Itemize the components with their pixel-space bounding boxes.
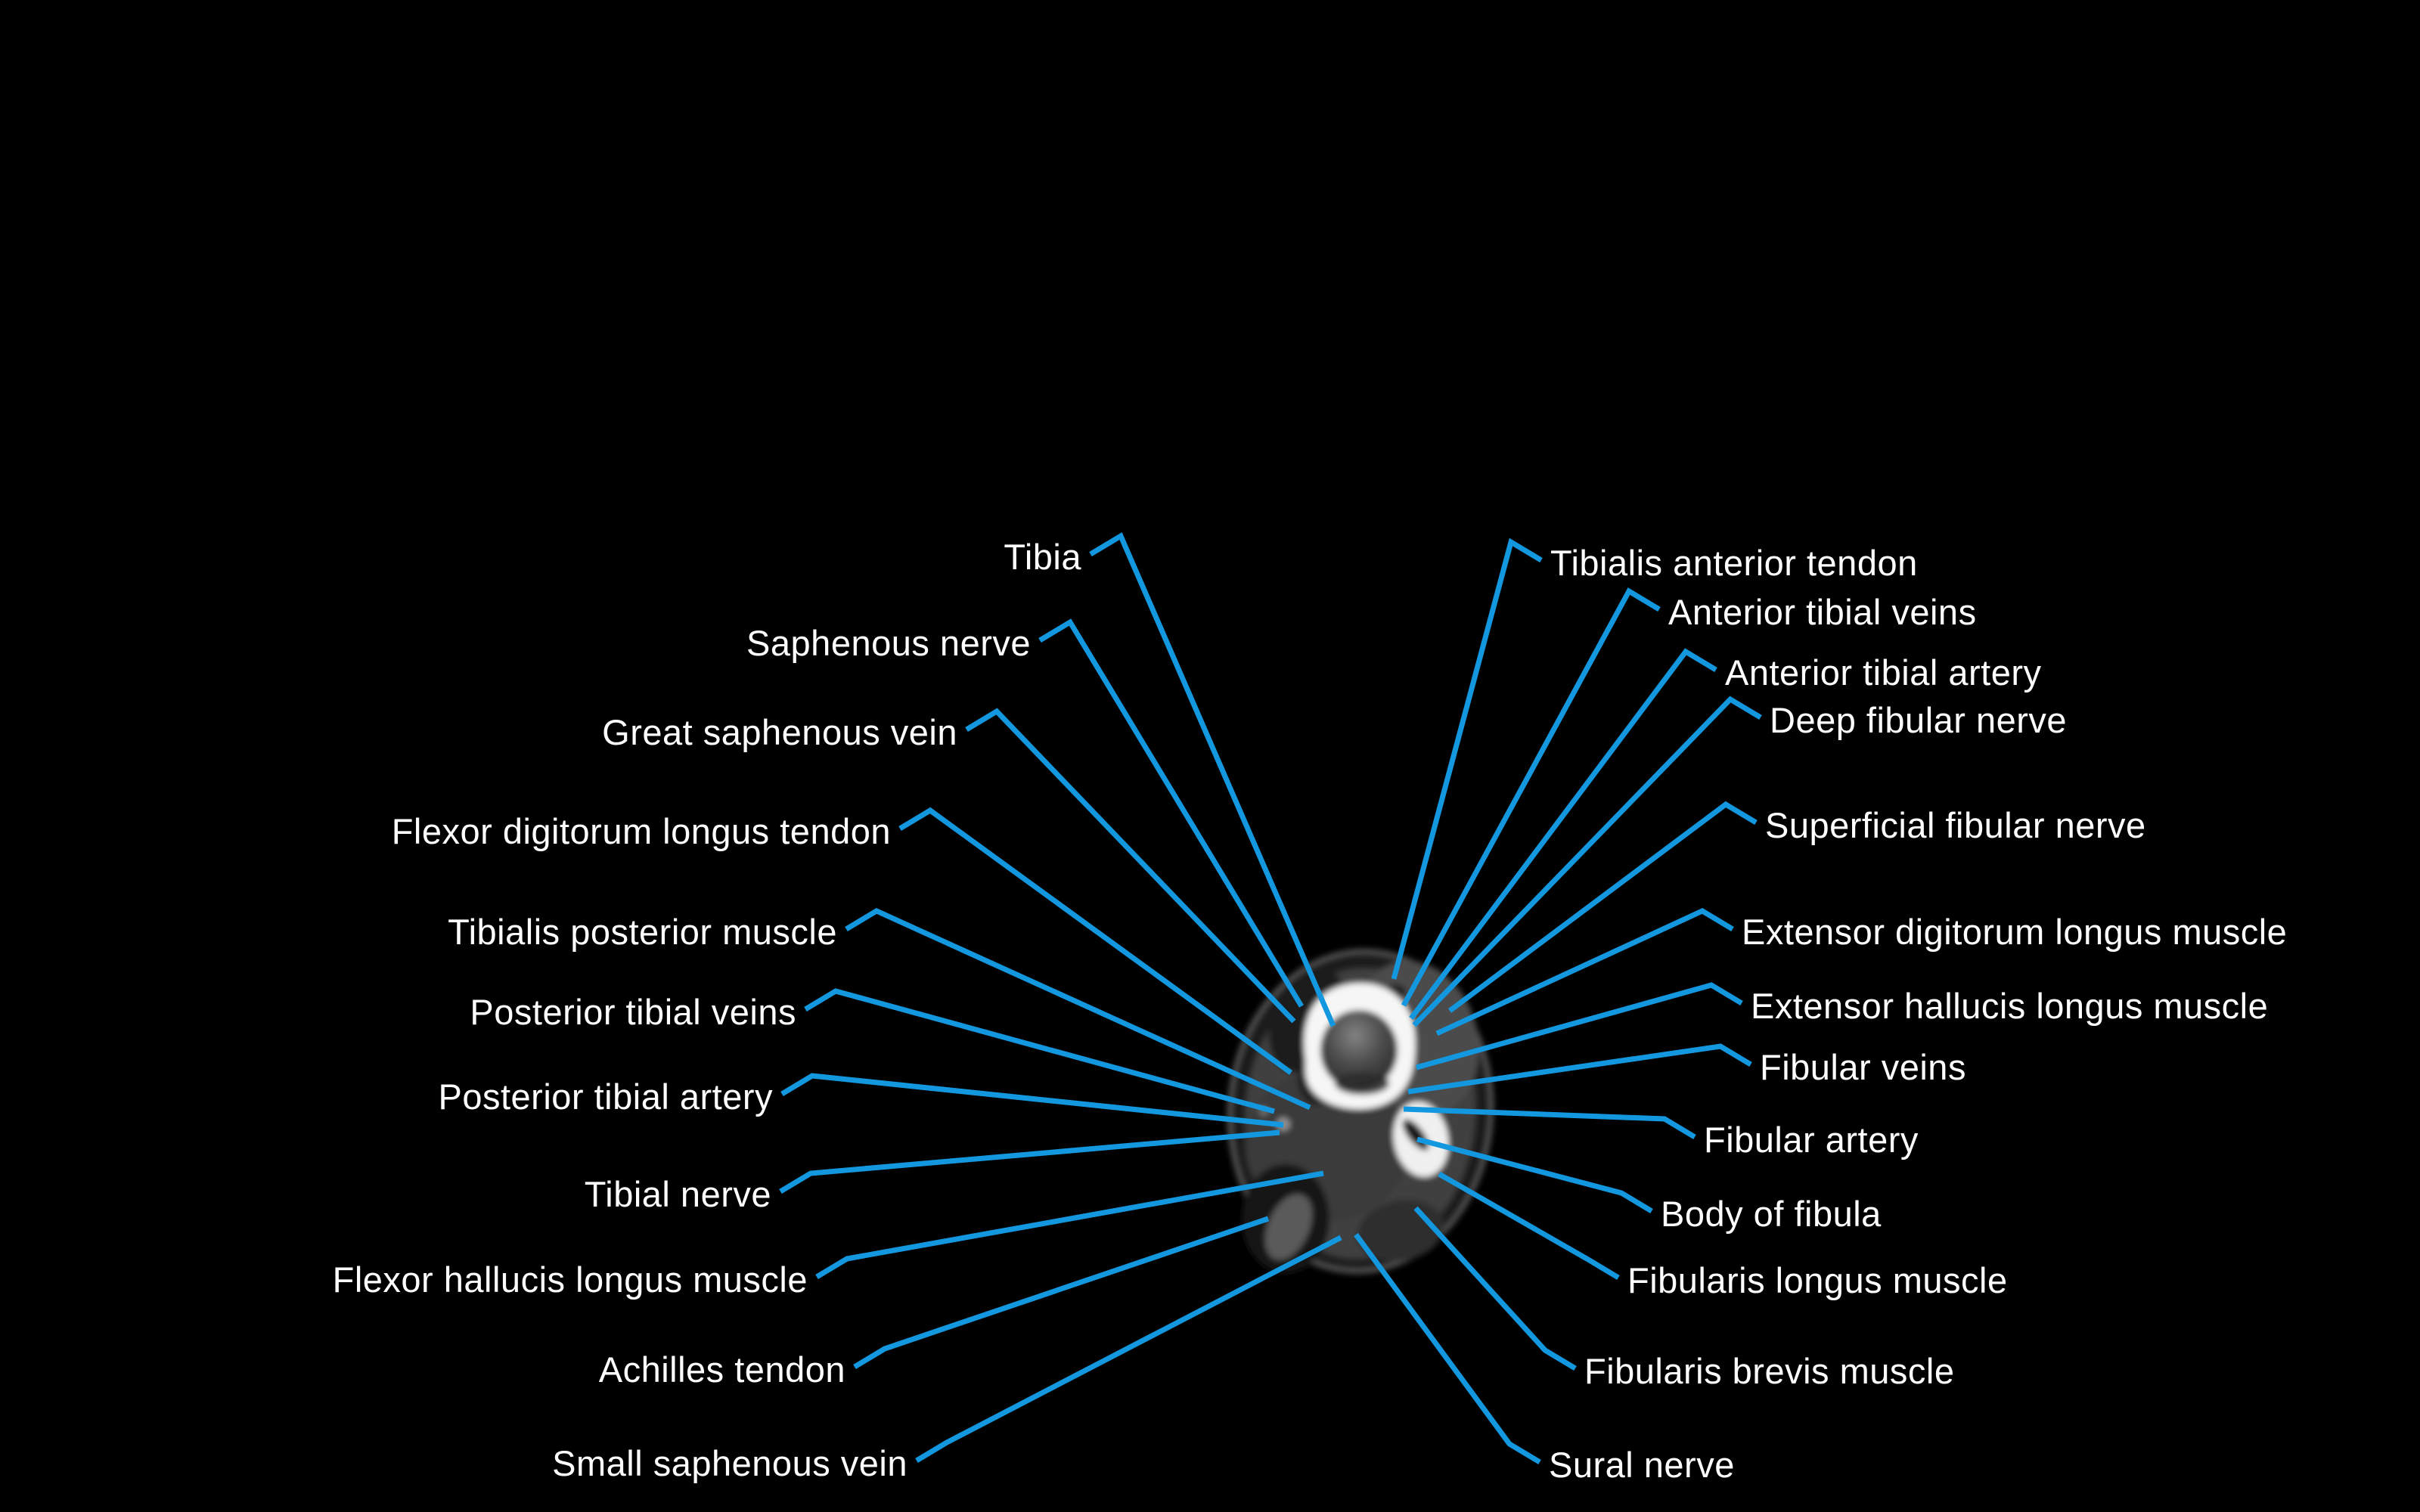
label-small-saphenous-vein[interactable]: Small saphenous vein bbox=[552, 1443, 908, 1483]
leader-line bbox=[1040, 622, 1302, 1006]
label-deep-fibular-nerve[interactable]: Deep fibular nerve bbox=[1770, 700, 2068, 740]
label-anterior-tibial-artery[interactable]: Anterior tibial artery bbox=[1725, 652, 2042, 692]
leader-line bbox=[782, 1076, 1283, 1125]
label-achilles-tendon[interactable]: Achilles tendon bbox=[598, 1349, 845, 1390]
label-tibialis-anterior-tendon[interactable]: Tibialis anterior tendon bbox=[1550, 543, 1918, 583]
label-flexor-hallucis-longus-muscle[interactable]: Flexor hallucis longus muscle bbox=[332, 1259, 808, 1300]
label-body-of-fibula[interactable]: Body of fibula bbox=[1661, 1194, 1882, 1234]
label-posterior-tibial-artery[interactable]: Posterior tibial artery bbox=[438, 1077, 773, 1117]
label-extensor-hallucis-longus-muscle[interactable]: Extensor hallucis longus muscle bbox=[1751, 986, 2269, 1026]
label-anterior-tibial-veins[interactable]: Anterior tibial veins bbox=[1668, 592, 1977, 632]
label-extensor-digitorum-longus-muscle[interactable]: Extensor digitorum longus muscle bbox=[1742, 912, 2288, 952]
leader-line bbox=[1356, 1235, 1540, 1462]
leader-line bbox=[855, 1219, 1268, 1367]
leader-line bbox=[900, 810, 1291, 1073]
leader-line bbox=[917, 1238, 1341, 1461]
label-fibular-veins[interactable]: Fibular veins bbox=[1760, 1047, 1966, 1087]
label-great-saphenous-vein[interactable]: Great saphenous vein bbox=[602, 712, 957, 752]
leader-line bbox=[846, 911, 1310, 1108]
tibia-marrow-shadow bbox=[1335, 1072, 1389, 1095]
label-posterior-tibial-veins[interactable]: Posterior tibial veins bbox=[470, 992, 796, 1032]
label-sural-nerve[interactable]: Sural nerve bbox=[1549, 1445, 1735, 1485]
label-saphenous-nerve[interactable]: Saphenous nerve bbox=[746, 623, 1031, 663]
label-fibularis-brevis-muscle[interactable]: Fibularis brevis muscle bbox=[1584, 1351, 1955, 1391]
label-tibial-nerve[interactable]: Tibial nerve bbox=[584, 1174, 771, 1214]
leader-line bbox=[1437, 911, 1733, 1033]
label-tibialis-posterior-muscle[interactable]: Tibialis posterior muscle bbox=[448, 912, 837, 952]
label-tibia[interactable]: Tibia bbox=[1004, 537, 1081, 577]
label-flexor-digitorum-longus-tendon[interactable]: Flexor digitorum longus tendon bbox=[391, 811, 891, 851]
leader-line bbox=[780, 1132, 1280, 1191]
label-fibular-artery[interactable]: Fibular artery bbox=[1704, 1120, 1919, 1160]
label-fibularis-longus-muscle[interactable]: Fibularis longus muscle bbox=[1627, 1260, 2008, 1300]
label-superficial-fibular-nerve[interactable]: Superficial fibular nerve bbox=[1765, 805, 2146, 845]
leader-line bbox=[1414, 699, 1761, 1025]
leader-lines-layer bbox=[780, 536, 1761, 1462]
